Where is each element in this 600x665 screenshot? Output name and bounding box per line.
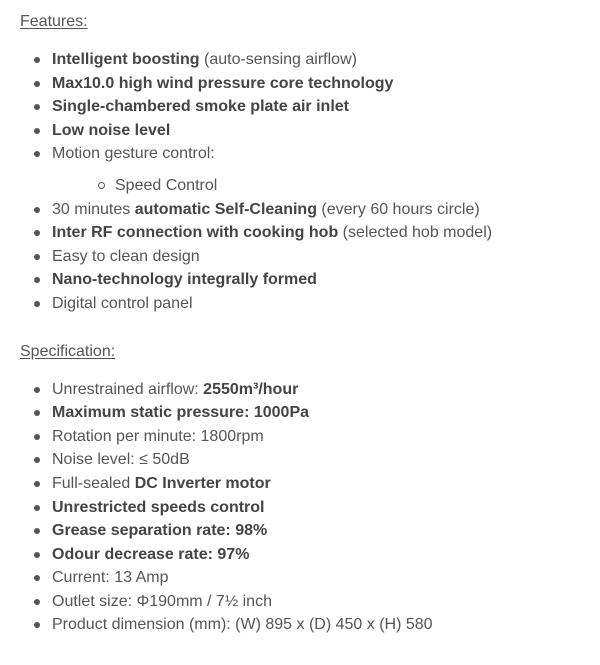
features-list [20, 48, 600, 316]
sub-list [52, 174, 600, 198]
list-item [20, 543, 600, 567]
list-item-text: Product dimension (mm): (W) 895 x (D) 450 x (H) 580 [52, 616, 433, 634]
list-item-bold-text: 2550m³/hour [203, 380, 299, 398]
list-item-text: Digital control panel [52, 294, 193, 312]
list-item-text: Easy to clean design [52, 247, 200, 265]
list-item-text: 30 minutes [52, 200, 135, 218]
list-item [20, 566, 600, 590]
list-item-bold-text: Inter RF connection with cooking hob [52, 224, 339, 242]
list-item [20, 48, 600, 72]
list-item-bold-text: automatic Self-Cleaning [134, 200, 317, 218]
list-item-bold-text: Max10.0 high wind pressure core technology [52, 74, 394, 92]
list-item-text: Full-sealed [52, 474, 135, 492]
list-item [20, 472, 600, 496]
sub-list-item: Speed Control [52, 174, 600, 198]
list-item [20, 72, 600, 96]
list-item [20, 519, 600, 543]
list-item [20, 425, 600, 449]
list-item [20, 496, 600, 520]
list-item [20, 378, 600, 402]
list-item-bold-text: Grease separation rate: 98% [52, 522, 268, 540]
list-item-bold-text: Intelligent boosting [52, 51, 200, 68]
list-item-bold-text: Single-chambered smoke plate air inlet [52, 98, 349, 116]
list-item-bold-text: Nano-technology integrally formed [52, 271, 317, 289]
list-item [20, 95, 600, 119]
list-item-text: Motion gesture control: [52, 145, 215, 163]
specification-heading: Specification: [20, 342, 116, 360]
list-item [20, 198, 600, 222]
list-item-text: (every 60 hours circle) [316, 200, 480, 218]
list-item-text: (selected hob model) [338, 224, 493, 242]
specification-list [20, 378, 600, 638]
list-item-bold-text: Odour decrease rate: 97% [52, 545, 250, 563]
list-item [20, 221, 600, 245]
list-item-text: Unrestrained airflow: [52, 380, 204, 398]
list-item [20, 245, 600, 269]
list-item [20, 448, 600, 472]
list-item [20, 142, 600, 197]
list-item-text: Current: 13 Amp [52, 569, 169, 587]
list-item-text: Outlet size: Φ190mm / 7½ inch [52, 592, 272, 610]
list-item-text: Noise level: ≤ 50dB [52, 451, 190, 469]
list-item [20, 292, 600, 316]
list-item-bold-text: Unrestricted speeds control [52, 498, 265, 516]
list-item [20, 613, 600, 637]
list-item [20, 590, 600, 614]
list-item-text: Rotation per minute: 1800rpm [52, 427, 264, 445]
list-item-bold-text: Low noise level [52, 121, 171, 139]
list-item-bold-text: Maximum static pressure: 1000Pa [52, 404, 310, 422]
list-item-bold-text: DC Inverter motor [134, 474, 271, 492]
list-item-text: (auto-sensing airflow) [199, 51, 357, 68]
list-item [20, 268, 600, 292]
list-item [20, 401, 600, 425]
list-item [20, 119, 600, 143]
features-heading: Features: [20, 13, 88, 30]
